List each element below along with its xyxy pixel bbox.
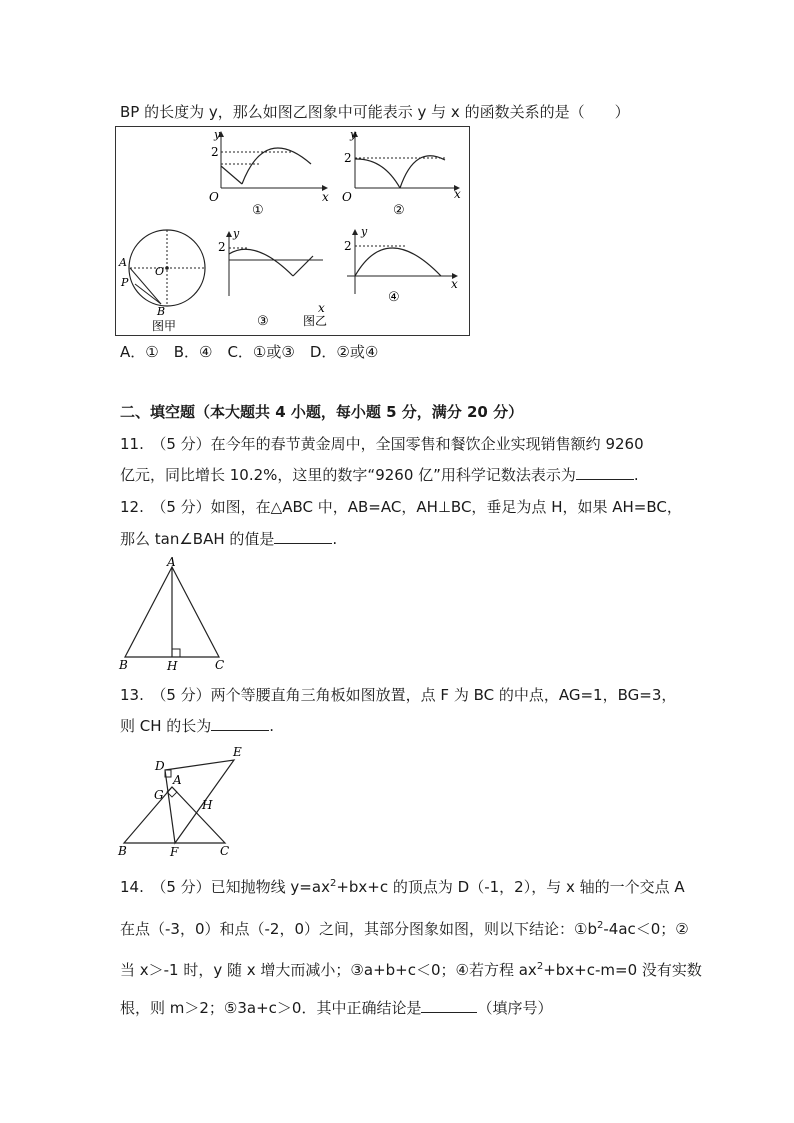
q14-line3 (120, 960, 702, 980)
g2-o-label: O (342, 190, 352, 204)
q11-line2 (120, 465, 639, 485)
g1-y-label: y (214, 128, 221, 141)
q14-line3-a: 当 x＞-1 时，y 随 x 增大而减小；③a+b+c＜0；④若方程 ax (120, 961, 537, 979)
q13-line2 (120, 716, 274, 736)
circle-o-label: O (155, 265, 165, 278)
g4-number: ④ (388, 290, 400, 305)
q14-line2-a: 在点（-3，0）和点（-2，0）之间，其部分图象如图，则以下结论：①b (120, 920, 597, 938)
g2-y-label: y (350, 128, 357, 141)
q12-line2-end: . (332, 530, 338, 548)
g4-2-label: 2 (344, 239, 352, 253)
q13-g-label: G (154, 788, 164, 802)
g3-x-label: x (318, 301, 325, 315)
q13-line2-text: 则 CH 的长为 (120, 717, 212, 735)
tri-h-label: H (167, 659, 178, 673)
q13-figure (115, 742, 250, 860)
q14-line4-b: （填序号） (477, 999, 553, 1017)
q14-line2-b: -4ac＜0；② (603, 920, 689, 938)
g4-y-label: y (361, 225, 368, 238)
q14-line2-sup: 2 (596, 920, 604, 931)
q13-line1: 13. （5 分）两个等腰直角三角板如图放置，点 F 为 BC 的中点，AG=1，BG=3， (120, 686, 677, 704)
q13-answer-blank[interactable] (211, 716, 269, 731)
q11-line2-end: . (633, 466, 639, 484)
q12-line2 (120, 529, 337, 549)
q14-line4-a: 根，则 m＞2；⑤3a+c＞0．其中正确结论是 (120, 999, 422, 1017)
q11-line1: 11. （5 分）在今年的春节黄金周中，全国零售和餐饮企业实现销售额约 9260 (120, 435, 644, 453)
graph-1 (209, 128, 329, 218)
q14-line1 (120, 877, 685, 897)
section-2-heading: 二、填空题（本大题共 4 小题，每小题 5 分，满分 20 分） (120, 403, 524, 421)
graph-2 (342, 128, 461, 218)
fig-yi-caption: 图乙 (303, 314, 328, 328)
q13-h-label: H (202, 798, 213, 812)
circle-a-label: A (119, 256, 127, 269)
q12-line2-text: 那么 tan∠BAH 的值是 (120, 530, 275, 548)
g2-2-label: 2 (344, 151, 352, 165)
q14-line1-sup: 2 (329, 878, 337, 889)
fig-jia-caption: 图甲 (152, 319, 177, 333)
g2-x-label: x (454, 187, 461, 201)
q13-c-label: C (220, 844, 230, 858)
q14-line1-a: 14. （5 分）已知抛物线 y=ax (120, 878, 330, 896)
q14-line3-b: +bx+c-m=0 没有实数 (543, 961, 702, 979)
graph-3 (218, 227, 327, 329)
tri-c-label: C (215, 658, 225, 672)
q10-stem-tail: BP 的长度为 y，那么如图乙图象中可能表示 y 与 x 的函数关系的是（ ） (120, 103, 630, 121)
circle-b-label: B (157, 305, 166, 318)
tri-a-label: A (167, 555, 176, 569)
q14-line3-sup: 2 (536, 961, 544, 972)
g1-2-label: 2 (211, 145, 219, 159)
q14-line2 (120, 919, 689, 939)
q13-d-label: D (155, 759, 165, 773)
g1-number: ① (252, 203, 264, 218)
g3-2-label: 2 (218, 240, 226, 254)
q13-b-label: B (118, 844, 127, 858)
g4-x-label: x (451, 277, 458, 291)
g3-y-label: y (233, 227, 240, 240)
g1-o-label: O (209, 190, 219, 204)
tri-b-label: B (119, 658, 128, 672)
q13-line2-end: . (269, 717, 275, 735)
q13-e-label: E (233, 745, 242, 759)
g3-number: ③ (257, 314, 269, 329)
q13-a-label: A (173, 773, 182, 787)
q11-line2-text: 亿元，同比增长 10.2%，这里的数字“9260 亿”用科学记数法表示为 (120, 466, 576, 484)
q14-line4 (120, 998, 552, 1018)
g1-x-label: x (322, 190, 329, 204)
q11-answer-blank[interactable] (576, 465, 634, 480)
q13-f-label: F (170, 845, 179, 859)
q12-answer-blank[interactable] (274, 529, 332, 544)
q14-line1-b: +bx+c 的顶点为 D（-1，2），与 x 轴的一个交点 A (336, 878, 685, 896)
circle-p-label: P (121, 276, 129, 289)
q12-line1: 12. （5 分）如图，在△ABC 中，AB=AC，AH⊥BC，垂足为点 H，如果 AH=BC， (120, 498, 682, 516)
q14-answer-blank[interactable] (421, 998, 477, 1013)
g2-number: ② (393, 203, 405, 218)
q12-triangle-figure (115, 555, 235, 673)
q10-options: A．① B．④ C．①或③ D．②或④ (120, 343, 379, 361)
graph-4 (344, 225, 458, 305)
q10-figure (115, 126, 470, 336)
circle-figure (118, 230, 205, 333)
